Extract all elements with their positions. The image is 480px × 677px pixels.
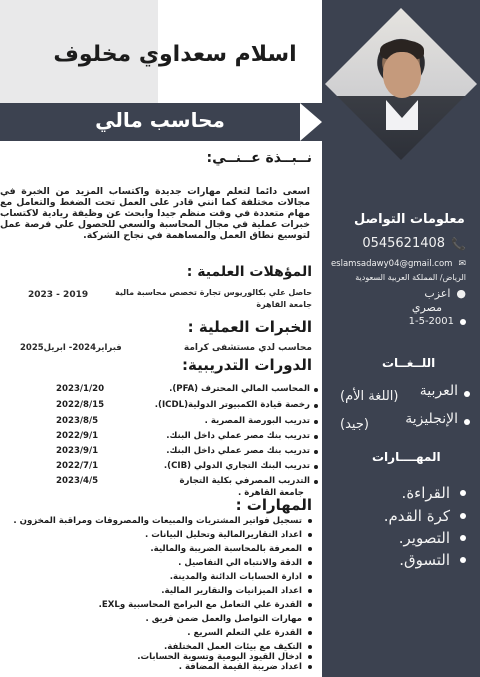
language-item: الإنجليزية (جيد): [322, 411, 480, 437]
skill-item: ادارة الحسابات الدائنة والمدينة.: [170, 572, 312, 583]
experience-role: محاسب لدي مستشفى كرامة: [183, 343, 312, 353]
bullet-icon: [308, 533, 312, 537]
email-icon: ✉: [458, 259, 466, 269]
contact-birthdate: 1-5-2001: [409, 316, 466, 327]
bullet-icon: [460, 490, 466, 496]
skill-item: القدرة علي التعلم السريع .: [187, 628, 312, 639]
course-item: رخصة قيادة الكمبيوتر الدولية(ICDL). 2022/8/15: [10, 400, 310, 412]
education-degree: حاصل علي بكالوريوس تجارة تخصص محاسبة مالية: [115, 288, 312, 297]
language-item: العربية (اللغة الأم): [322, 383, 480, 409]
bullet-icon: [314, 404, 318, 408]
contact-phone[interactable]: 📞 0545621408: [362, 236, 466, 251]
bullet-icon: [308, 617, 312, 621]
contact-heading: معلومات التواصل: [354, 212, 465, 227]
skill-item: التكيف مع بيئات العمل المختلفة.: [164, 642, 312, 653]
bullet-icon: [464, 391, 470, 397]
contact-location: الرياض/ المملكة العربية السعودية: [355, 273, 466, 282]
skill-item: المعرفة بالمحاسبة الضريبة والمالية.: [150, 544, 312, 555]
bullet-icon: [314, 450, 318, 454]
phone-icon: 📞: [451, 236, 466, 251]
skill-item: اعداد الميزانيات والتقارير المالية.: [161, 586, 312, 597]
location-pin-icon: ●: [456, 287, 466, 300]
education-years: 2023 - 2019: [28, 290, 89, 300]
bullet-icon: [314, 480, 318, 484]
skill-item: اعداد ضريبة القيمة المضافة .: [179, 662, 312, 673]
hobby-item: كرة القدم.: [384, 507, 466, 525]
bullet-icon: [308, 547, 312, 551]
bullet-icon: [460, 535, 466, 541]
skill-item: الدقة والانتباه الي التفاصيل .: [178, 558, 312, 569]
languages-heading: اللــغــات: [382, 356, 436, 370]
contact-status: ● اعزب: [424, 287, 466, 300]
bullet-icon: [314, 465, 318, 469]
bullet-icon: [308, 631, 312, 635]
skill-item: مهارات التواصل والعمل ضمن فريق .: [145, 614, 312, 625]
bullet-icon: [460, 319, 466, 325]
hobby-item: التصوير.: [399, 529, 466, 547]
full-name: اسلام سعداوي مخلوف: [53, 42, 297, 67]
skill-item: تسجيل فواتير المشتريات والمبيعات والمصروفات ومراقبة المخزون .: [13, 516, 312, 527]
bullet-icon: [308, 575, 312, 579]
bullet-icon: [308, 665, 312, 669]
bullet-icon: [314, 420, 318, 424]
contact-nationality: مصري: [411, 301, 442, 314]
experience-heading: الخبرات العملية :: [187, 318, 312, 336]
course-item: تدريب بنك مصر عملي داخل البنك. 2022/9/1: [10, 431, 310, 443]
bullet-icon: [460, 557, 466, 563]
courses-heading: الدورات التدريبية:: [181, 356, 312, 374]
bullet-icon: [308, 519, 312, 523]
profile-text: اسعى دائما لتعلم مهارات جديدة واكتساب المزيد من الخبرة في مجالات مختلفة كما انني قادر على العمل تحت الضغط والتعامل مع مهام متعددة في وقت منظم جيدا وابحث عن وظيفة ريادية لاكتساب خبرات عملية في مجال المحاسبة والسعي للحصول علي فرصة عمل لتوسيع نطاق العمل والمساهمة في نجاح الشركة.: [0, 186, 310, 241]
contact-email[interactable]: eslamsadawy04@gmail.com ✉: [330, 259, 466, 269]
course-item: المحاسب المالي المحترف (PFA). 2023/1/20: [10, 384, 310, 396]
experience-period: فبراير2024- ابريل2025: [20, 343, 122, 353]
bullet-icon: [308, 589, 312, 593]
bullet-icon: [308, 603, 312, 607]
skill-item: القدرة علي التعامل مع البرامج المحاسبية وEXL.: [99, 600, 312, 611]
skill-item: اعداد التقاريرالمالية وتحليل البيانات .: [145, 530, 312, 541]
job-title-band-notch: [300, 103, 322, 141]
job-title: محاسب مالي: [95, 108, 225, 132]
education-university: جامعة القاهرة: [256, 300, 312, 309]
bullet-icon: [314, 388, 318, 392]
skills-heading: المهارات :: [235, 496, 312, 514]
course-item: تدريب البورصة المصرية . 2023/8/5: [10, 416, 310, 428]
profile-photo-face: [383, 52, 421, 98]
bullet-icon: [308, 655, 312, 659]
bullet-icon: [460, 513, 466, 519]
hobby-item: القراءة.: [402, 484, 466, 502]
bullet-icon: [308, 561, 312, 565]
skill-item: ادخال القيود اليومية وتسوية الحسابات.: [137, 652, 312, 663]
bullet-icon: [314, 435, 318, 439]
course-item: تدريب بنك مصر عملي داخل البنك. 2023/9/1: [10, 446, 310, 458]
bullet-icon: [308, 645, 312, 649]
course-item-continuation: جامعة القاهرة .: [237, 488, 304, 498]
hobby-item: التسوق.: [399, 551, 466, 569]
course-item: تدريب البنك التجاري الدولي (CIB). 2022/7/1: [10, 461, 310, 473]
bullet-icon: [464, 419, 470, 425]
course-item: التدريب المصرفي بكلية التجارة 2023/4/5: [10, 476, 310, 488]
profile-heading: نــبــذة عــنــي:: [206, 150, 312, 166]
education-heading: المؤهلات العلمية :: [186, 264, 312, 280]
hobbies-heading: المهــــارات: [372, 450, 441, 464]
